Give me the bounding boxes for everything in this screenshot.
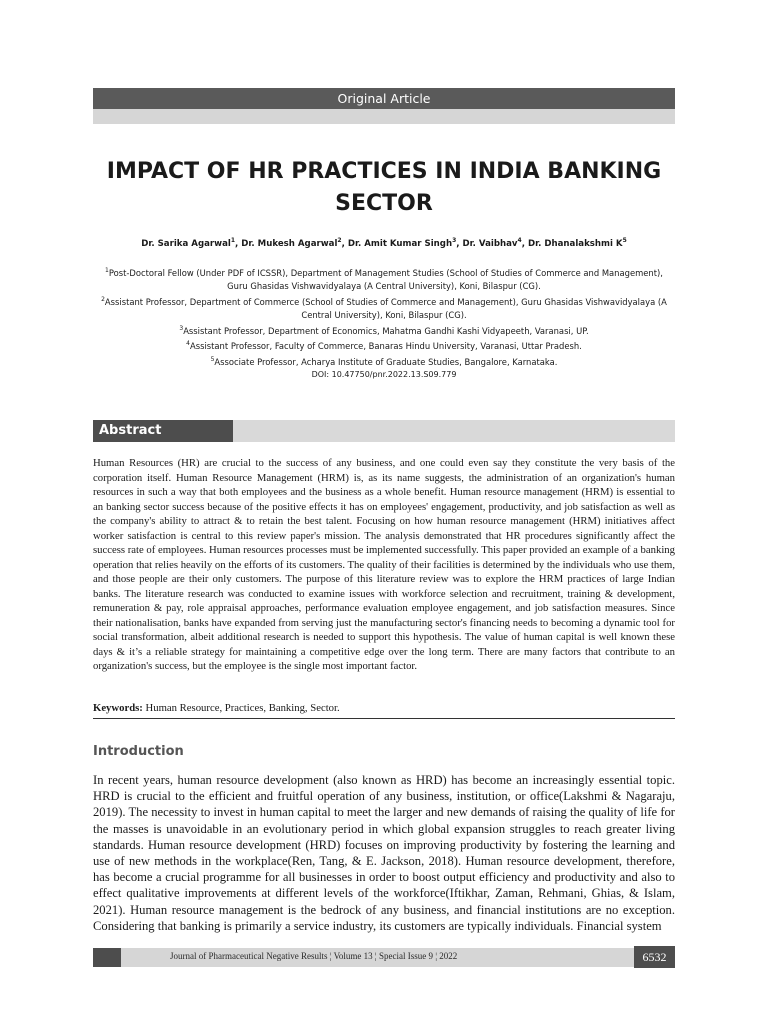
section-divider <box>93 718 675 719</box>
author-name: Dr. Vaibhav <box>462 238 518 249</box>
page-number: 6532 <box>634 946 675 968</box>
affiliation: $^2$Assistant Professor, Department of Commerce (School of Studies of Commerce and Management), Guru Ghasidas Vishwavidyalaya (A Central University), Koni, Bilaspur (CG). <box>101 295 667 320</box>
footer-accent <box>93 948 121 967</box>
author-name: Dr. Sarika Agarwal <box>141 238 231 249</box>
affiliation: $^4$Assistant Professor, Faculty of Commerce, Banaras Hindu University, Varanasi, Uttar Pradesh. <box>186 340 582 352</box>
keywords-label: Keywords: <box>93 702 143 714</box>
paper-title: IMPACT OF HR PRACTICES IN INDIA BANKING SECTOR <box>106 159 662 216</box>
keywords-text: Human Resource, Practices, Banking, Sector. <box>142 702 340 714</box>
journal-citation: Journal of Pharmaceutical Negative Results ¦ Volume 13 ¦ Special Issue 9 ¦ 2022 <box>170 951 458 961</box>
author-name: Dr. Amit Kumar Singh <box>347 238 453 249</box>
affiliation: $^3$Assistant Professor, Department of Economics, Mahatma Gandhi Kashi Vidyapeeth, Varanasi, UP. <box>179 324 589 336</box>
header-divider <box>93 109 675 124</box>
affiliation-list <box>100 264 668 369</box>
keywords-line <box>93 702 675 714</box>
affiliation: $^1$Post-Doctoral Fellow (Under PDF of ICSSR), Department of Management Studies (School of Studies of Commerce and Management), Guru Ghasidas Vishwavidyalaya (A Central University), Koni, Bilaspur (CG). <box>105 267 663 291</box>
introduction-text: In recent years, human resource development (also known as HRD) has become an increasingly essential topic. HRD is crucial to the efficient and fruitful operation of any business, institution, or office(Lakshmi & Nagaraju, 2019). The necessity to invest in human capital to meet the larger and new demands of raising the quality of life for the masses is unavoidable in an evolutionary period in which global expansion struggles to reach greater living standards. Human resource development (HRD) focuses on improving productivity by fostering the learning and use of new methods in the workplace(Ren, Tang, & E. Jackson, 2018). Human resource development, therefore, has become a crucial programme for all businesses in order to boost output efficiency and productivity and also to effect qualitative improvements at different levels of the workforce(Iftikhar, Zaman, Rehmani, Ghias, & Islam, 2021). Human resource management is the bedrock of any business, and financial institutions are no exception. Considering that banking is primarily a service industry, its customers are typically individuals. Financial system <box>93 773 675 933</box>
doi-link[interactable]: DOI: 10.47750/pnr.2022.13.S09.779 <box>311 370 457 379</box>
abstract-heading: Abstract <box>93 420 233 442</box>
introduction-heading: Introduction <box>93 744 184 759</box>
article-type-label: Original Article <box>337 91 431 106</box>
affiliation: $^5$Associate Professor, Acharya Institute of Graduate Studies, Bangalore, Karnataka. <box>210 356 558 367</box>
author-list: Dr. Sarika Agarwal$^1$, Dr. Mukesh Agarwal$^2$, Dr. Amit Kumar Singh$^3$, Dr. Vaibhav$^4$, Dr. Dhanalakshmi $K^5$ <box>141 237 627 249</box>
article-type-banner <box>93 88 675 109</box>
abstract-text: Human Resources (HR) are crucial to the success of any business, and one could even say they constitute the very basis of the corporation itself. Human Resource Management (HRM) is, as its name suggests, the administration of an organization's human resources in such a way that both employees and the business as a whole benefit. Human resource management (HRM) is essential to an banking sector success because of the positive effects it has on employees' engagement, productivity, and job satisfaction as well as the company's ability to attract & to retain the best talent. Focusing on how human resource management (HRM) initiatives affect worker satisfaction is central to this review paper's mission. The analysis demonstrated that HR procedures significantly affect the success rate of employees. Human resources processes must be implemented successfully. This paper provided an example of a banking operation that relies heavily on the efforts of its customers. The quality of their facilities is determined by the individuals who use them, and those people are their only customers. The purpose of this literature review was to explore the HRM practices of large Indian banks. The literature research was conducted to examine issues with workforce selection and recruitment, training & development, remuneration & pay, role appraisal approaches, performance evaluation employee engagement, and job satisfaction measures. Since their nationalisation, banks have expanded from serving just the manufacturing sector's financing needs to becoming a dynamic tool for social transformation, albeit additional research is needed to support this hypothesis. The value of human capital is well known these days & it’s a reliable strategy for maintaining a competitive edge over the long term. There are many factors that contribute to an organization's success, but the employee is the single most important factor. <box>93 457 675 672</box>
author-name: Dr. Dhanalakshmi K <box>527 238 623 249</box>
author-name: Dr. Mukesh Agarwal <box>241 238 338 249</box>
